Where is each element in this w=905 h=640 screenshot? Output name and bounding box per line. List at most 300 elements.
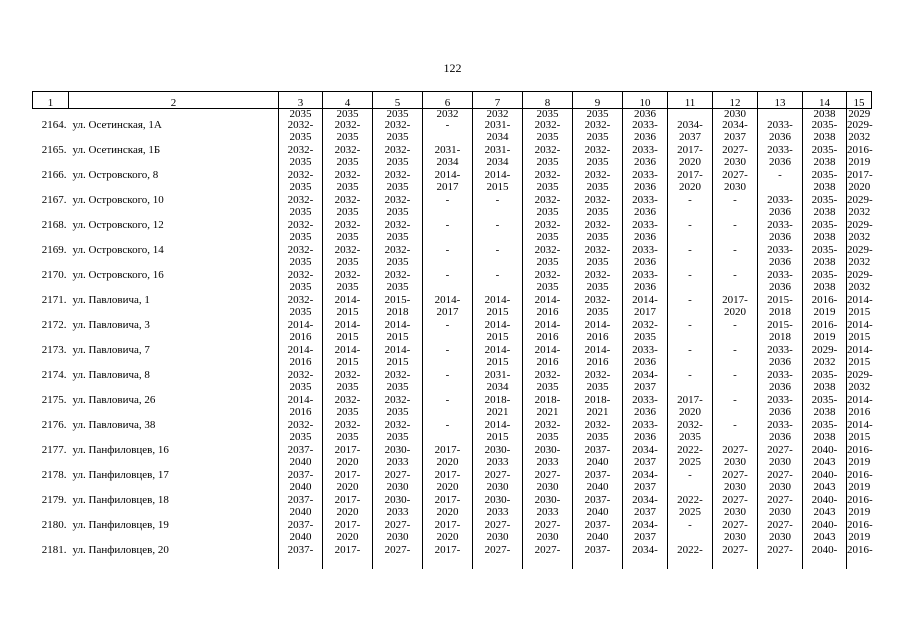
range-end: 2035 [536,256,559,268]
year-range-cell [523,395,573,420]
year-range-cell [523,170,573,195]
range-end: 2030 [724,531,746,543]
range-end [573,557,622,569]
range-start: 2032- [287,294,314,306]
year-range-cell [323,220,373,245]
year-range-cell [803,445,847,470]
range-end: 2036 [634,281,656,293]
range-start: - [495,194,500,206]
range-end: 2036 [769,231,791,243]
range-end: 2037 [634,481,656,493]
range-end: 2030 [769,531,791,543]
table-row [33,320,872,345]
year-range-cell [279,270,323,295]
year-range-cell [279,195,323,220]
range-start: 2037- [584,469,611,481]
year-range-cell [623,295,668,320]
year-range-cell [713,145,758,170]
range-end [668,257,712,269]
year-range-cell [279,295,323,320]
range-start: 2032- [384,369,411,381]
range-end: 2016 [586,331,609,343]
range-end: 2015 [848,331,871,343]
row-number: 2166. [41,169,67,181]
range-end [523,557,572,569]
year-range-cell [473,545,523,569]
range-end: 2032 [848,231,871,243]
range-start: 2029- [847,269,873,281]
range-end: 2021 [486,406,509,418]
range-end: 2020 [436,481,459,493]
year-range-cell [373,395,423,420]
range-start: 2014- [484,319,511,331]
range-start: 2037- [287,494,314,506]
range-end: 2034 [486,156,509,168]
continuation-cell: 2029 [848,108,871,120]
year-range-cell [713,320,758,345]
table-row [33,245,872,270]
year-range-cell [423,220,473,245]
year-range-cell [758,445,803,470]
range-start: 2029- [847,194,873,206]
range-end: 2035 [336,231,359,243]
range-end: 2040 [586,506,609,518]
range-end: 2021 [536,406,559,418]
year-range-cell [573,470,623,495]
year-range-cell [668,245,713,270]
row-number: 2180. [41,519,67,531]
range-start: 2032- [632,319,658,331]
year-range-cell [573,545,623,569]
range-end: 2035 [679,431,701,443]
year-range-cell [668,220,713,245]
range-end [668,207,712,219]
range-end: 2038 [813,156,836,168]
year-range-cell [279,320,323,345]
range-end [668,557,712,569]
range-end: 2036 [634,256,656,268]
range-end: 2020 [724,306,746,318]
range-start: 2017- [434,544,461,556]
range-start: 2017- [334,444,361,456]
range-end: 2040 [289,506,312,518]
range-start: 2035- [811,219,838,231]
range-end: 2020 [679,156,701,168]
year-range-cell [713,270,758,295]
range-start: 2027- [767,444,793,456]
range-end [803,557,846,569]
range-end: 2019 [813,306,836,318]
year-range-cell [758,420,803,445]
year-range-cell [323,395,373,420]
range-start: 2032- [334,119,361,131]
range-end: 2043 [813,456,836,468]
range-start: 2035- [811,394,838,406]
range-end: 2036 [769,206,791,218]
table-row [33,345,872,370]
range-start: 2033- [767,119,793,131]
table-body [33,109,872,570]
range-start: 2031- [484,119,511,131]
range-end: 2016 [536,306,559,318]
year-range-cell [573,345,623,370]
column-header-4: 4 [323,92,373,109]
range-start: - [688,369,692,381]
range-end: 2017 [436,306,459,318]
year-range-cell [803,120,847,145]
year-range-cell [373,170,423,195]
range-start: 2037- [584,544,611,556]
range-start: 2033- [632,269,658,281]
year-range-cell [373,245,423,270]
year-range-cell [473,445,523,470]
range-start: 2027- [722,144,748,156]
range-start: 2032- [334,394,361,406]
row-number: 2181. [41,544,67,556]
year-range-cell [279,445,323,470]
range-end [423,257,472,269]
range-start: 2014- [287,344,314,356]
range-end: 2035 [386,381,409,393]
range-start: 2031- [484,369,511,381]
range-start: 2017- [334,519,361,531]
range-start: - [445,194,450,206]
year-range-cell [323,445,373,470]
year-range-cell [473,170,523,195]
range-end: 2043 [813,481,836,493]
range-end: 2036 [634,431,656,443]
range-end [713,232,757,244]
range-end: 2016 [289,406,312,418]
year-range-cell [473,370,523,395]
range-start: 2016- [847,494,873,506]
range-start: 2029- [847,119,873,131]
range-start: 2033- [767,269,793,281]
range-end: 2015 [386,356,409,368]
range-start: 2022- [677,444,703,456]
table-header-row [33,92,872,109]
table-row [33,495,872,520]
range-start: 2018- [584,394,611,406]
year-range-cell [323,170,373,195]
range-end: 2038 [813,131,836,143]
year-range-cell [523,220,573,245]
table-row [33,470,872,495]
range-end [713,332,757,344]
range-end: 2019 [848,531,871,543]
range-start: - [445,269,450,281]
range-start: 2029- [847,244,873,256]
range-end: 2035 [386,431,409,443]
year-range-cell [279,245,323,270]
table-row [33,545,872,569]
range-start: - [688,344,692,356]
column-header-5: 5 [373,92,423,109]
range-end: 2033 [486,456,509,468]
range-end: 2035 [536,131,559,143]
range-end: 2033 [386,456,409,468]
continuation-cell: 2035 [373,109,423,121]
range-start: 2014- [847,419,873,431]
range-end: 2035 [289,156,312,168]
range-end: 2036 [769,131,791,143]
row-address: ул. Павловича, 38 [72,419,156,431]
year-range-cell [573,445,623,470]
row-number: 2169. [41,244,67,256]
range-end: 2020 [436,506,459,518]
range-end: 2032 [848,206,871,218]
range-start: - [688,244,692,256]
range-start: 2033- [632,119,658,131]
year-range-cell [423,445,473,470]
year-range-cell [713,520,758,545]
range-start: - [445,319,450,331]
year-range-cell [323,370,373,395]
year-range-cell [473,270,523,295]
row-address: ул. Островского, 12 [72,219,164,231]
year-range-cell [373,145,423,170]
range-end: 2018 [769,306,791,318]
range-start: 2033- [767,394,793,406]
row-address: ул. Панфиловцев, 19 [72,519,169,531]
range-start: 2014- [847,294,873,306]
year-range-cell [623,420,668,445]
range-start: 2033- [632,244,658,256]
range-start: 2033- [767,244,793,256]
range-end [668,232,712,244]
range-start: 2040- [811,519,838,531]
year-range-cell [758,470,803,495]
range-end: 2015 [486,181,509,193]
year-range-cell [847,545,872,569]
range-start: 2027- [534,544,561,556]
range-end: 2020 [679,181,701,193]
range-end: 2035 [386,231,409,243]
range-start: 2014- [584,319,611,331]
year-range-cell [523,495,573,520]
range-start: 2037- [287,469,314,481]
range-end: 2036 [769,156,791,168]
range-start: 2017- [334,494,361,506]
range-end: 2020 [848,181,871,193]
range-start: 2033- [632,219,658,231]
range-end: 2040 [586,531,609,543]
year-range-cell [713,220,758,245]
year-range-cell [847,370,872,395]
range-end: 2030 [724,456,746,468]
year-range-cell [373,370,423,395]
year-range-cell [423,270,473,295]
year-range-cell [758,370,803,395]
range-start: - [733,419,737,431]
range-end [423,282,472,294]
range-end: 2038 [813,206,836,218]
row-number: 2177. [41,444,67,456]
range-start: 2014- [384,319,411,331]
range-end: 2035 [536,381,559,393]
year-range-cell [373,320,423,345]
range-end: 2036 [634,406,656,418]
range-end [668,382,712,394]
year-range-cell [847,520,872,545]
range-end: 2020 [336,481,359,493]
year-range-cell [373,195,423,220]
row-address: ул. Павловича, 1 [72,294,150,306]
year-range-cell [847,495,872,520]
range-start: 2016- [847,444,873,456]
year-range-cell [847,445,872,470]
year-range-cell [758,195,803,220]
year-range-cell [279,120,323,145]
table-row [33,370,872,395]
year-range-cell [373,545,423,569]
year-range-cell [279,345,323,370]
range-start: 2027- [384,519,411,531]
range-start: - [688,219,692,231]
range-start: 2032- [334,169,361,181]
year-range-cell [758,220,803,245]
range-end: 2038 [813,231,836,243]
range-end: 2017 [634,306,656,318]
range-start: 2032- [287,269,314,281]
range-start: 2032- [334,369,361,381]
range-start: 2035- [811,369,838,381]
range-start: 2033- [632,344,658,356]
row-number: 2164. [41,119,67,131]
range-end [668,307,712,319]
range-end: 2033 [386,506,409,518]
range-end [423,132,472,144]
range-end: 2036 [634,181,656,193]
range-end: 2037 [679,131,701,143]
range-end [423,407,472,419]
range-start: 2035- [811,269,838,281]
year-range-cell [323,320,373,345]
range-start: - [688,519,692,531]
range-end [423,232,472,244]
year-range-cell [573,120,623,145]
year-range-cell [803,195,847,220]
range-end [713,207,757,219]
column-header-13: 13 [758,92,803,109]
range-end [473,557,522,569]
table-row [33,395,872,420]
year-range-cell [423,145,473,170]
range-start: - [733,394,737,406]
range-end: 2030 [486,531,509,543]
year-range-cell [279,395,323,420]
year-range-cell [279,145,323,170]
range-end [713,557,757,569]
year-range-cell [847,470,872,495]
year-range-cell [623,270,668,295]
year-range-cell [623,320,668,345]
range-end: 2036 [634,356,656,368]
range-start: 2017- [334,469,361,481]
year-range-cell [713,195,758,220]
range-end: 2030 [724,506,746,518]
range-start: - [495,219,500,231]
range-start: - [733,269,737,281]
range-end: 2035 [289,206,312,218]
row-number: 2168. [41,219,67,231]
year-range-cell [847,295,872,320]
range-end: 2036 [769,356,791,368]
range-start: 2014- [847,394,873,406]
range-start: - [445,119,450,131]
range-end [473,282,522,294]
year-range-cell [573,220,623,245]
year-range-cell [803,545,847,569]
range-end: 2033 [536,456,559,468]
range-end: 2025 [679,456,701,468]
year-range-cell [323,470,373,495]
range-end: 2019 [848,506,871,518]
row-number: 2172. [41,319,67,331]
range-end: 2016 [289,356,312,368]
range-start: 2014- [534,319,561,331]
range-end: 2043 [813,531,836,543]
row-address: ул. Панфиловцев, 17 [72,469,169,481]
range-start: 2032- [584,294,611,306]
range-end [713,257,757,269]
year-range-cell [323,270,373,295]
year-range-cell [423,545,473,569]
range-start: 2032- [334,244,361,256]
range-end: 2036 [769,381,791,393]
range-end: 2015 [486,356,509,368]
year-range-cell [668,195,713,220]
range-end [668,532,712,544]
year-range-cell [758,295,803,320]
range-start: 2032- [334,219,361,231]
range-end [623,557,667,569]
range-end: 2035 [289,381,312,393]
year-range-cell [373,520,423,545]
year-range-cell [573,520,623,545]
range-end: 2032 [848,281,871,293]
range-end: 2036 [769,281,791,293]
row-address: ул. Павловича, 3 [72,319,150,331]
range-start: 2032- [534,194,561,206]
range-start: 2017- [677,144,703,156]
range-end [423,332,472,344]
range-start: 2030- [534,494,561,506]
range-end: 2035 [336,406,359,418]
range-start: 2014- [534,344,561,356]
year-range-cell [758,345,803,370]
range-start: 2032- [534,169,561,181]
range-end: 2030 [724,181,746,193]
year-range-cell [847,320,872,345]
year-range-cell [803,495,847,520]
range-start: 2033- [767,144,793,156]
year-range-cell [279,470,323,495]
range-start: 2027- [722,494,748,506]
year-range-cell [373,345,423,370]
range-start: 2016- [811,294,838,306]
year-range-cell [423,470,473,495]
year-range-cell [668,545,713,569]
range-start: 2014- [384,344,411,356]
range-start: 2017- [334,544,361,556]
year-range-cell [423,520,473,545]
year-range-cell [473,470,523,495]
range-start: 2032- [287,369,314,381]
range-start: 2014- [334,294,361,306]
range-end: 2040 [586,481,609,493]
range-start: 2032- [287,169,314,181]
